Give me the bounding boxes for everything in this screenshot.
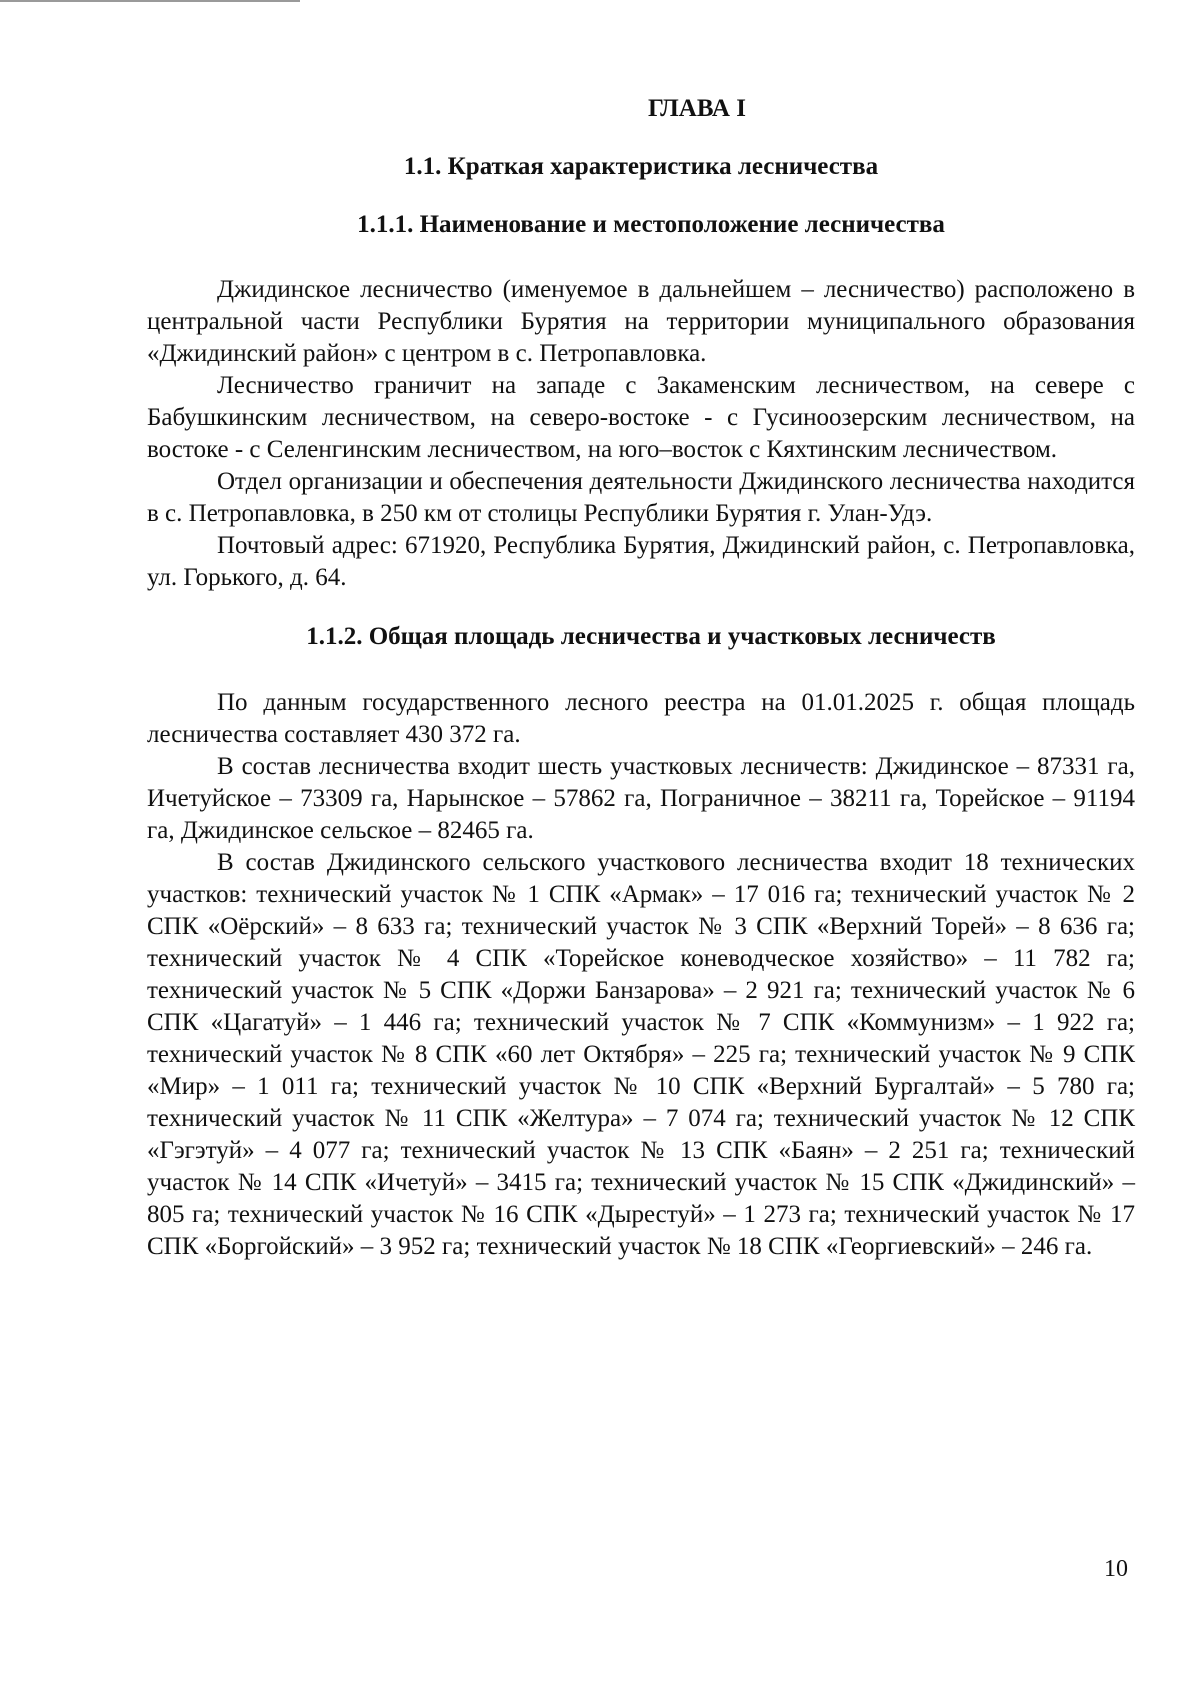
paragraph-total-area: По данным государственного лесного реестра на 01.01.2025 г. общая площадь лесничества составляет 430 372 га. — [147, 689, 1135, 748]
paragraph-borders: Лесничество граничит на западе с Закаменским лесничеством, на севере с Бабушкинским лесничеством, на северо-востоке - с Гусиноозерским лесничеством, на востоке - с Селенгинским лесничеством, на юго–восток с Кяхтинским лесничеством. — [147, 372, 1135, 463]
paragraph-location: Джидинское лесничество (именуемое в дальнейшем – лесничество) расположено в центральной части Республики Бурятия на территории муниципального образования «Джидинский район» с центром в с. Петропавловка. — [147, 276, 1135, 367]
paragraph-postal-address: Почтовый адрес: 671920, Республика Бурятия, Джидинский район, с. Петропавловка, ул. Горького, д. 64. — [147, 532, 1135, 591]
scan-edge-line — [0, 0, 300, 2]
paragraph-district-forestries: В состав лесничества входит шесть участковых лесничеств: Джидинское – 87331 га, Ичетуйское – 73309 га, Нарынское – 57862 га, Пограничное – 38211 га, Торейское – 91194 га, Джидинское сельское – 82465 га. — [147, 753, 1135, 844]
paragraph-technical-sections: В состав Джидинского сельского участкового лесничества входит 18 технических участков: технический участок № 1 СПК «Армак» – 17 016 га; технический участок № 2 СПК «Оёрский» – 8 633 га; технический участок № 3 СПК «Верхний Торей» – 8 636 га; технический участок № 4 СПК «Торейское коневодческое хозяйство» – 11 782 га; технический участок № 5 СПК «Доржи Банзарова» – 2 921 га; технический участок № 6 СПК «Цагатуй» – 1 446 га; технический участок № 7 СПК «Коммунизм» – 1 922 га; технический участок № 8 СПК «60 лет Октября» – 225 га; технический участок № 9 СПК «Мир» – 1 011 га; технический участок № 10 СПК «Верхний Бургалтай» – 5 780 га; технический участок № 11 СПК «Желтура» – 7 074 га; технический участок № 12 СПК «Гэгэтуй» – 4 077 га; технический участок № 13 СПК «Баян» – 2 251 га; технический участок № 14 СПК «Ичетуй» – 3415 га; технический участок № 15 СПК «Джидинский» – 805 га; технический участок № 16 СПК «Дырестуй» – 1 273 га; технический участок № 17 СПК «Боргойский» – 3 952 га; технический участок № 18 СПК «Георгиевский» – 246 га. — [147, 849, 1135, 1260]
page-number: 10 — [1104, 1556, 1128, 1582]
section-heading-1-1: 1.1. Краткая характеристика лесничества — [403, 153, 879, 180]
document-page — [147, 92, 1135, 1263]
section-heading-1-1-1: 1.1.1. Наименование и местоположение лесничества — [357, 211, 945, 238]
chapter-heading: ГЛАВА I — [648, 95, 746, 122]
paragraph-office: Отдел организации и обеспечения деятельности Джидинского лесничества находится в с. Петропавловка, в 250 км от столицы Республики Бурятия г. Улан-Удэ. — [147, 468, 1135, 527]
section-heading-1-1-2: 1.1.2. Общая площадь лесничества и участковых лесничеств — [306, 623, 996, 650]
